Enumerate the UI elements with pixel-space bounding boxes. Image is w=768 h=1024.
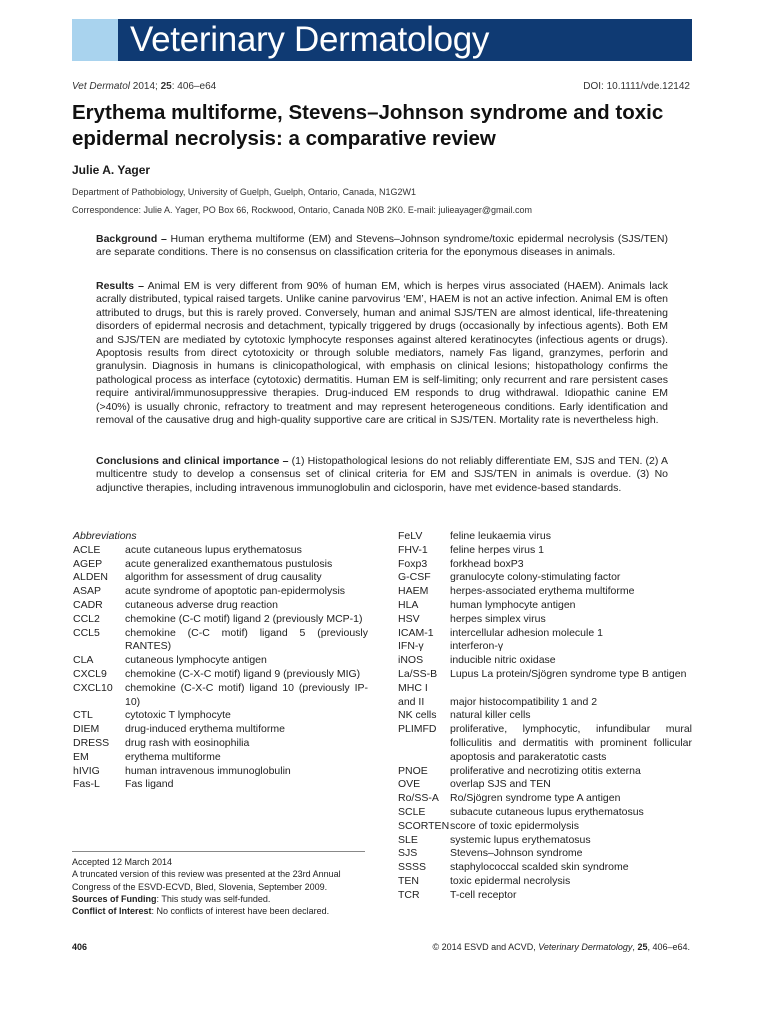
citation-journal: Vet Dermatol (72, 81, 130, 92)
abbreviation-term: CCL2 (73, 612, 100, 625)
abbreviation-term: SCLE (398, 805, 426, 818)
accepted-date: Accepted 12 March 2014 (72, 857, 173, 867)
abbreviation-definition (450, 682, 692, 696)
abbreviation-term: SLE (398, 833, 418, 846)
abbreviation-term: CADR (73, 598, 103, 611)
abbreviation-term: ACLE (73, 543, 101, 556)
abbreviation-definition: chemokine (C-C motif) ligand 5 (previously RANTES) (125, 626, 368, 653)
conflict-label: Conflict of Interest (72, 906, 152, 917)
abbreviation-term: SSSS (398, 861, 427, 874)
abbreviation-term: La/SS-B (398, 667, 438, 680)
abbreviation-row (398, 806, 692, 820)
abbreviation-definition: toxic epidermal necrolysis (450, 874, 571, 887)
abbreviation-row (73, 585, 368, 599)
abbreviation-definition: proliferative, lymphocytic, infundibular mural folliculitis and dermatitis with prominent follicular apoptosis and parakeratotic casts (450, 723, 692, 763)
conflict-text: : No conflicts of interest have been declared. (151, 906, 330, 917)
abbreviation-row (73, 751, 368, 765)
abbreviation-definition: feline herpes virus 1 (450, 543, 544, 556)
abbreviation-row (398, 599, 692, 613)
abbreviation-term: PLIMFD (398, 723, 437, 736)
abbreviation-definition: major histocompatibility 1 and 2 (450, 695, 598, 708)
abbreviation-row (73, 571, 368, 585)
abbreviation-definition: chemokine (C-C motif) ligand 2 (previously MCP-1) (125, 612, 363, 625)
abbreviation-term: CLA (73, 654, 94, 667)
copyright-line (433, 942, 691, 952)
abbreviation-term: ALDEN (73, 571, 109, 584)
abstract-background-label: Background – (96, 233, 167, 245)
abbreviation-term: CCL5 (73, 626, 100, 639)
abbreviation-definition: acute cutaneous lupus erythematosus (125, 543, 302, 556)
banner-accent-block (72, 19, 118, 61)
abbreviation-row (398, 778, 692, 792)
abbreviation-row (398, 654, 692, 668)
footnote-divider (72, 851, 365, 852)
citation-year: 2014; (129, 81, 161, 92)
abbreviation-term: IFN-γ (398, 640, 424, 653)
abbreviation-definition: granulocyte colony-stimulating factor (450, 571, 621, 584)
abbreviation-definition: chemokine (C-X-C motif) ligand 10 (previously IP-10) (125, 681, 368, 708)
abbreviation-term: OVE (398, 778, 421, 791)
citation-line (72, 81, 216, 92)
abbreviation-term: MHC I (398, 681, 428, 694)
abbreviation-definition: chemokine (C-X-C motif) ligand 9 (previously MIG) (125, 667, 361, 680)
abbreviations-left-column (73, 530, 368, 792)
abbreviation-term: ICAM-1 (398, 626, 434, 639)
copyright-pages: , 406–e64. (647, 942, 690, 952)
abbreviation-row (73, 668, 368, 682)
abbreviation-term: PNOE (398, 764, 428, 777)
abbreviation-row (398, 544, 692, 558)
author-name: Julie A. Yager (72, 163, 151, 177)
abbreviation-row (73, 544, 368, 558)
abbreviation-term: TCR (398, 888, 420, 901)
journal-title: Veterinary Dermatology (130, 20, 490, 59)
abstract-results-label: Results – (96, 280, 144, 292)
copyright-prefix: © 2014 ESVD and ACVD, (432, 942, 539, 952)
abbreviation-definition: acute generalized exanthematous pustulosis (125, 557, 333, 570)
abbreviation-term: HAEM (398, 585, 429, 598)
abbreviation-definition: score of toxic epidermolysis (450, 819, 579, 832)
abbreviation-row (398, 834, 692, 848)
abbreviation-row (398, 723, 692, 764)
abbreviation-definition: intercellular adhesion molecule 1 (450, 626, 603, 639)
abbreviation-row (398, 696, 692, 710)
abbreviation-term: DIEM (73, 723, 100, 736)
abbreviation-term: NK cells (398, 709, 437, 722)
abstract-background-text: Human erythema multiforme (EM) and Stevens–Johnson syndrome/toxic epidermal necrolysis (SJS/TEN) are separate conditions. There is no consensus on classification criteria for the eponymous diseases in animals. (96, 233, 668, 259)
abbreviation-row (398, 640, 692, 654)
abbreviation-definition: inducible nitric oxidase (450, 654, 556, 667)
abbreviation-row (73, 737, 368, 751)
abbreviation-term: FeLV (398, 530, 423, 542)
abbreviation-row (73, 558, 368, 572)
abbreviation-row (398, 709, 692, 723)
abbreviations-right-list (398, 530, 692, 903)
copyright-sep: , (632, 942, 638, 952)
abbreviation-row (398, 613, 692, 627)
abbreviation-term: HLA (398, 598, 419, 611)
abbreviation-term: FHV-1 (398, 543, 428, 556)
abbreviation-definition: Fas ligand (125, 778, 174, 791)
abbreviation-definition: cutaneous adverse drug reaction (125, 598, 278, 611)
abbreviation-definition: acute syndrome of apoptotic pan-epidermolysis (125, 585, 346, 598)
abbreviation-term: SJS (398, 847, 418, 860)
abbreviation-definition: human intravenous immunoglobulin (125, 764, 291, 777)
abbreviation-row (73, 709, 368, 723)
abbreviation-row (398, 585, 692, 599)
correspondence: Correspondence: Julie A. Yager, PO Box 66, Rockwood, Ontario, Canada N0B 2K0. E-mail: julieayager@gmail.com (72, 205, 533, 215)
abbreviation-row (73, 723, 368, 737)
abbreviation-row (398, 792, 692, 806)
abbreviation-row (73, 599, 368, 613)
abbreviation-term: AGEP (73, 557, 103, 570)
abbreviation-row (398, 847, 692, 861)
abstract-results (96, 280, 668, 427)
abbreviation-row (73, 627, 368, 655)
abbreviation-definition: natural killer cells (450, 709, 531, 722)
page-number: 406 (72, 942, 88, 952)
copyright-journal: Veterinary Dermatology (538, 942, 633, 952)
abbreviation-term: Foxp3 (398, 557, 428, 570)
abbreviation-definition: feline leukaemia virus (450, 530, 551, 542)
citation-volume: 25 (160, 81, 172, 92)
abbreviation-row (398, 682, 692, 696)
abbreviation-definition: staphylococcal scalded skin syndrome (450, 861, 629, 874)
abbreviation-term: and II (398, 695, 425, 708)
abbreviation-term: TEN (398, 874, 419, 887)
abbreviation-row (398, 668, 692, 682)
footnotes (72, 856, 372, 917)
abbreviation-term: Ro/SS-A (398, 792, 439, 805)
abbreviation-term: iNOS (398, 654, 424, 667)
abbreviations-right-column (398, 530, 692, 903)
abbreviation-row (73, 682, 368, 710)
abbreviation-definition: systemic lupus erythematosus (450, 833, 591, 846)
abbreviation-term: ASAP (73, 585, 102, 598)
abstract-results-text: Animal EM is very different from 90% of human EM, which is herpes virus associated (HAEM). Animals lack acrally distributed, typical raised targets. Unlike canine parvovirus ‘EM’, HAEM is not an active infection. Animal EM is often attributed to drugs, but this is rarely proved. Conversely, human and animal SJS/TEN are almost identical, life-threatening disorders of epidermal necrosis and detachment, typically triggered by drugs (occasionally by infectious agents). Both EM and SJS/TEN are mediated by cytotoxic lymphocyte responses against altered keratinocytes (infectious agents or drugs). Apoptosis results from direct cytotoxicity or through soluble mediators, namely Fas ligand, granzymes, perforin and granulysin. Diagnosis in humans is clinicopathological, with emphasis on clinical lesions; histopathology confirms the pathological process as interface (cytotoxic) dermatitis. Human EM is self-limiting; only recurrent and rare persistent cases require antiviral/immunosuppressive therapies. Drug-induced EM responds to drug withdrawal. Idiopathic canine EM (>40%) is usually chronic, refractory to treatment and may represent heterogeneous conditions. Early identification and removal of the causative drug and high-quality supportive care are critical in SJS/TEN. Mortality rate is nevertheless high. (96, 280, 669, 427)
article-title: Erythema multiforme, Stevens–Johnson syndrome and toxic epidermal necrolysis: a comparative review (72, 101, 664, 150)
abbreviation-term: G-CSF (398, 571, 431, 584)
conflict-note (72, 905, 372, 917)
abbreviations-heading: Abbreviations (73, 530, 137, 542)
abbreviation-definition: algorithm for assessment of drug causality (125, 571, 322, 584)
abbreviation-row (398, 820, 692, 834)
abbreviation-definition: T-cell receptor (450, 888, 517, 901)
abbreviation-row (398, 627, 692, 641)
abbreviation-row (73, 778, 368, 792)
abstract-conclusions-text: (1) Histopathological lesions do not reliably differentiate EM, SJS and TEN. (2) A multicentre study to develop a consensus set of clinical criteria for EM and SJS/TEN in animals is overdue. (3) No adjunctive therapies, including intravenous immunoglobulin and ciclosporin, have met evidence-based standards. (96, 455, 668, 494)
abbreviation-row (73, 613, 368, 627)
abbreviation-term: DRESS (73, 736, 110, 749)
abbreviation-row (398, 530, 692, 544)
citation-pages: : 406–e64 (171, 81, 217, 92)
abbreviation-row (398, 571, 692, 585)
abbreviation-definition: proliferative and necrotizing otitis externa (450, 764, 641, 777)
abbreviation-definition: cytotoxic T lymphocyte (125, 709, 231, 722)
abbreviation-row (398, 889, 692, 903)
abbreviation-term: Fas-L (73, 778, 100, 791)
funding-text: : This study was self-funded. (156, 893, 271, 904)
abbreviation-definition: drug rash with eosinophilia (125, 736, 250, 749)
abbreviation-definition: Stevens–Johnson syndrome (450, 847, 583, 860)
abstract-conclusions-label: Conclusions and clinical importance – (96, 455, 289, 467)
abbreviations-left-list (73, 544, 368, 792)
abbreviation-definition: Ro/Sjögren syndrome type A antigen (450, 792, 621, 805)
abbreviation-definition: subacute cutaneous lupus erythematosus (450, 805, 644, 818)
abbreviation-term: hIVIG (73, 764, 100, 777)
doi[interactable]: DOI: 10.1111/vde.12142 (583, 81, 690, 92)
abbreviation-definition: drug-induced erythema multiforme (125, 723, 285, 736)
abbreviation-definition: cutaneous lymphocyte antigen (125, 654, 267, 667)
abbreviation-row (398, 875, 692, 889)
presentation-note: A truncated version of this review was presented at the 23rd Annual Congress of the ESVD-ECVD, Bled, Slovenia, September 2009. (72, 869, 341, 892)
abbreviation-term: CTL (73, 709, 93, 722)
abbreviation-row (398, 765, 692, 779)
author-affiliation: Department of Pathobiology, University of Guelph, Guelph, Ontario, Canada, N1G2W1 (72, 187, 417, 197)
abbreviation-definition: herpes-associated erythema multiforme (450, 585, 635, 598)
abbreviation-definition: overlap SJS and TEN (450, 778, 551, 791)
abbreviation-definition: herpes simplex virus (450, 612, 546, 625)
abbreviation-definition: forkhead boxP3 (450, 557, 524, 570)
abbreviation-row (73, 654, 368, 668)
abbreviation-term: HSV (398, 612, 420, 625)
abstract-background (96, 233, 668, 260)
abbreviation-definition: interferon-γ (450, 640, 504, 653)
abbreviation-term: CXCL9 (73, 667, 107, 680)
abbreviation-row (398, 861, 692, 875)
abstract-conclusions (96, 455, 668, 495)
abbreviation-term: EM (73, 750, 89, 763)
abbreviation-term: CXCL10 (73, 681, 113, 694)
abbreviation-row (398, 558, 692, 572)
funding-label: Sources of Funding (72, 893, 157, 904)
copyright-volume: 25 (637, 942, 648, 952)
funding-note (72, 893, 372, 905)
abbreviation-term: SCORTEN (398, 819, 450, 832)
abbreviation-definition: erythema multiforme (125, 750, 221, 763)
abbreviation-definition: human lymphocyte antigen (450, 598, 576, 611)
abbreviation-definition: Lupus La protein/Sjögren syndrome type B antigen (450, 667, 687, 680)
abbreviation-row (73, 765, 368, 779)
